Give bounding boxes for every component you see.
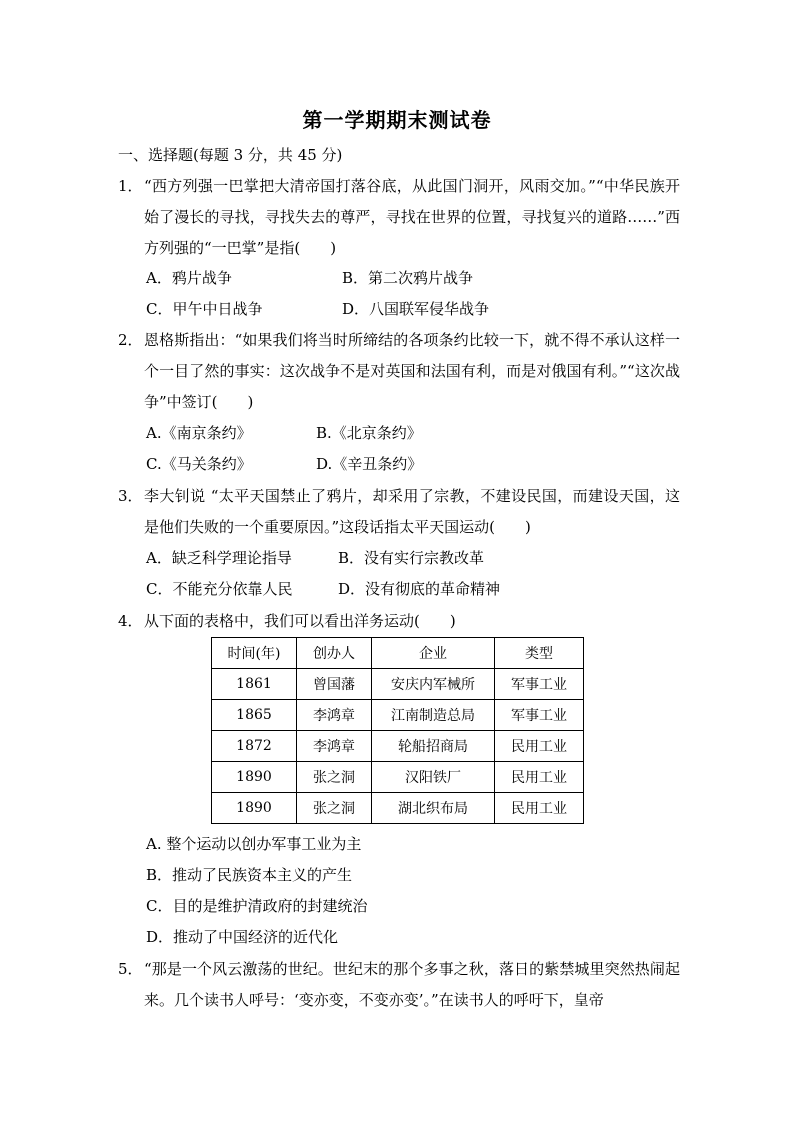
- option-b[interactable]: B．推动了民族资本主义的产生: [146, 866, 353, 884]
- table-cell: 民用工业: [495, 731, 584, 762]
- option-b[interactable]: B.《北京条约》: [316, 424, 422, 442]
- question-number: 3．: [118, 487, 143, 505]
- option-c[interactable]: C．目的是维护清政府的封建统治: [146, 897, 368, 915]
- question-stem: “那是一个风云激荡的世纪。世纪末的那个多事之秋，落日的紫禁城里突然热闹起来。几个读书人呼号：‘变亦变，不变亦变’。”在读书人的呼吁下，皇帝: [144, 960, 680, 1009]
- option-a[interactable]: A. 整个运动以创办军事工业为主: [146, 835, 362, 853]
- table-cell: 1872: [212, 731, 297, 762]
- question-number: 2．: [118, 331, 143, 349]
- table-cell: 安庆内军械所: [372, 669, 495, 700]
- table-cell: 1865: [212, 700, 297, 731]
- question-number: 5．: [118, 960, 143, 978]
- table-header: 类型: [495, 638, 584, 669]
- table-cell: 轮船招商局: [372, 731, 495, 762]
- question-stem: 李大钊说 “太平天国禁止了鸦片，却采用了宗教，不建设民国，而建设天国，这是他们失败的一个重要原因。”这段话指太平天国运动( ): [144, 487, 680, 536]
- question-stem: 从下面的表格中，我们可以看出洋务运动( ): [144, 612, 456, 630]
- table-row: [212, 793, 584, 824]
- question-5: [118, 954, 680, 1016]
- exam-title: 第一学期期末测试卷: [302, 108, 492, 132]
- enterprise-table: [211, 637, 584, 824]
- table-cell: 民用工业: [495, 762, 584, 793]
- question-1-options: [146, 263, 666, 325]
- table-cell: 民用工业: [495, 793, 584, 824]
- question-number: 4．: [118, 612, 143, 630]
- table-row: [212, 700, 584, 731]
- table-header: 创办人: [297, 638, 372, 669]
- section-heading: 一、选择题(每题 3 分，共 45 分): [118, 146, 343, 164]
- table-row: [212, 731, 584, 762]
- table-header-row: [212, 638, 584, 669]
- question-stem: 恩格斯指出：“如果我们将当时所缔结的各项条约比较一下，就不得不承认这样一个一目了然的事实：这次战争不是对英国和法国有利，而是对俄国有利。”“这次战争”中签订( ): [144, 331, 680, 411]
- table-cell: 曾国藩: [297, 669, 372, 700]
- table-cell: 湖北织布局: [372, 793, 495, 824]
- table-cell: 汉阳铁厂: [372, 762, 495, 793]
- table-row: [212, 762, 584, 793]
- table-cell: 1890: [212, 762, 297, 793]
- option-c[interactable]: C．不能充分依靠人民: [146, 580, 293, 598]
- table-cell: 军事工业: [495, 669, 584, 700]
- question-1: [118, 171, 680, 264]
- option-a[interactable]: A.《南京条约》: [146, 424, 252, 442]
- option-d[interactable]: D．没有彻底的革命精神: [338, 580, 501, 598]
- table-cell: 张之洞: [297, 793, 372, 824]
- table-cell: 李鸿章: [297, 731, 372, 762]
- table-cell: 1861: [212, 669, 297, 700]
- option-d[interactable]: D．八国联军侵华战争: [342, 300, 490, 318]
- option-c[interactable]: C．甲午中日战争: [146, 300, 263, 318]
- question-3: [118, 481, 680, 543]
- table-header: 企业: [372, 638, 495, 669]
- table-cell: 李鸿章: [297, 700, 372, 731]
- table-row: [212, 669, 584, 700]
- question-2: [118, 325, 680, 418]
- option-b[interactable]: B．第二次鸦片战争: [342, 269, 474, 287]
- table-cell: 军事工业: [495, 700, 584, 731]
- option-a[interactable]: A．缺乏科学理论指导: [146, 549, 292, 567]
- table-header: 时间(年): [212, 638, 297, 669]
- option-d[interactable]: D.《辛丑条约》: [316, 455, 423, 473]
- option-c[interactable]: C.《马关条约》: [146, 455, 252, 473]
- table-cell: 1890: [212, 793, 297, 824]
- option-d[interactable]: D．推动了中国经济的近代化: [146, 928, 339, 946]
- table-cell: 张之洞: [297, 762, 372, 793]
- table-cell: 江南制造总局: [372, 700, 495, 731]
- option-b[interactable]: B．没有实行宗教改革: [338, 549, 485, 567]
- question-4: [118, 606, 680, 637]
- option-a[interactable]: A．鸦片战争: [146, 269, 232, 287]
- question-2-options: [146, 418, 666, 480]
- question-number: 1．: [118, 177, 143, 195]
- question-stem: “西方列强一巴掌把大清帝国打落谷底，从此国门洞开，风雨交加。”“中华民族开始了漫长的寻找，寻找失去的尊严，寻找在世界的位置，寻找复兴的道路……”西方列强的“一巴掌”是指( ): [144, 177, 680, 257]
- question-4-options: [146, 829, 666, 953]
- question-3-options: [146, 543, 666, 605]
